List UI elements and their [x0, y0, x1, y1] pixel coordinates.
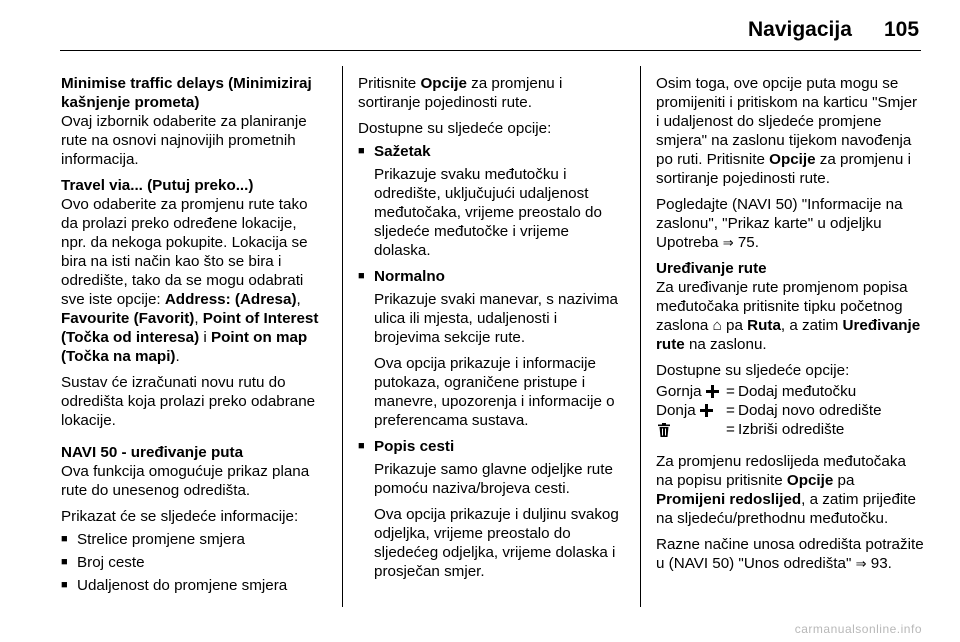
section-title: Navigacija — [748, 18, 852, 41]
plus-icon — [700, 404, 713, 417]
paragraph: Prikazat će se sljedeće informacije: — [61, 508, 299, 525]
paragraph: Ovaj izbornik odaberite za planiranje rute na osnovi najnovijih prometnih informacija. — [61, 113, 307, 168]
list-item-summary: ■ Sažetak — [358, 142, 624, 161]
list-item-desc: Ova opcija prikazuje i duljinu svakog odjeljka, vrijeme preostalo do sljedećeg odjeljka, vrijeme dolaska i prosječan smjer. — [374, 506, 619, 580]
watermark: carmanualsonline.info — [794, 622, 922, 636]
column-divider-1 — [342, 66, 343, 607]
heading-minimise-traffic: Minimise traffic delays (Minimiziraj kašnjenje prometa) — [61, 75, 312, 111]
list-item: ■ Strelice promjene smjera — [61, 530, 323, 549]
table-row: Gornja = Dodaj međutočku — [656, 383, 857, 400]
plus-icon — [706, 385, 719, 398]
paragraph: Osim toga, ove opcije puta mogu se promijeniti i pritiskom na karticu "Smjer i udaljenost do sljedeće promjene smjera" na zaslonu tijekom navođenja po ruti. Pritisnite Opcije za promjenu i sortiranje pojedinosti rute. — [656, 75, 918, 187]
page-number: 105 — [884, 18, 920, 41]
heading-navi50-edit: NAVI 50 - uređivanje puta — [61, 444, 244, 461]
list-item-desc: Prikazuje svaki manevar, s nazivima ulica ili mjesta, udaljenosti i brojevima sekcije rute. — [374, 291, 618, 346]
list-item-desc: Prikazuje svaku međutočku i odredište, uključujući udaljenost međutočaka, vrijeme preostalo do sljedeće međutočke i vrijeme dolaska. — [374, 166, 602, 259]
paragraph: Pogledajte (NAVI 50) "Informacije na zaslonu", "Prikaz karte" u odjeljku Upotreba ⇒ 75. — [656, 196, 903, 251]
heading-route-edit: Uređivanje rute — [656, 260, 767, 277]
paragraph: Razne načine unosa odredišta potražite u (NAVI 50) "Unos odredišta" ⇒ 93. — [656, 536, 924, 572]
paragraph: Dostupne su sljedeće opcije: — [656, 362, 850, 379]
paragraph: Sustav će izračunati novu rutu do odredišta koja prolazi preko odabrane lokacije. — [61, 374, 316, 429]
header-rule — [60, 50, 921, 51]
list-item-desc: Ova opcija prikazuje i informacije putokaza, ograničene pristupe i manevre, upozorenja i informacije o preferencama sustava. — [374, 355, 615, 429]
list-item: ■ Broj ceste — [61, 553, 323, 572]
home-icon: ⌂ — [712, 317, 722, 334]
page-ref-arrow-icon: ⇒ — [722, 235, 734, 250]
column-divider-2 — [640, 66, 641, 607]
column-1 — [61, 74, 323, 599]
heading-travel-via: Travel via... (Putuj preko...) — [61, 177, 254, 194]
table-row: Donja = Dodaj novo odredište — [656, 402, 882, 419]
paragraph: Dostupne su sljedeće opcije: — [358, 120, 552, 137]
list-item: ■ Udaljenost do promjene smjera — [61, 576, 323, 595]
page-ref-arrow-icon: ⇒ — [855, 556, 867, 571]
table-row: = Izbriši odredište — [656, 420, 924, 439]
paragraph: Pritisnite Opcije za promjenu i sortiranje pojedinosti rute. — [358, 75, 563, 111]
paragraph: Za uređivanje rute promjenom popisa međutočaka pritisnite tipku početnog zaslona ⌂ pa Ruta, a zatim Uređivanje rute na zaslonu. — [656, 279, 921, 353]
column-3 — [656, 74, 924, 580]
trash-icon — [658, 423, 670, 437]
list-item-road-list: ■ Popis cesti — [358, 437, 624, 456]
paragraph: Ova funkcija omogućuje prikaz plana rute do unesenog odredišta. — [61, 463, 310, 499]
options-table — [656, 382, 924, 439]
list-item-desc: Prikazuje samo glavne odjeljke rute pomoću naziva/brojeva cesti. — [374, 461, 613, 497]
paragraph: Za promjenu redoslijeda međutočaka na popisu pritisnite Opcije pa Promijeni redoslijed, a zatim prijeđite na sljedeću/prethodnu međutočku. — [656, 453, 916, 527]
column-2 — [358, 74, 624, 588]
list-item-normal: ■ Normalno — [358, 267, 624, 286]
paragraph: Ovo odaberite za promjenu rute tako da prolazi preko određene lokacije, npr. da nekoga pokupite. Lokacija se bira na isti način kao što se bira i odredište, tako da se mogu odabrati sve iste opcije: Address: (Adresa), Favourite (Favorit), Point of Interest (Točka od interesa) i Point on map (Točka na mapi). — [61, 196, 319, 365]
